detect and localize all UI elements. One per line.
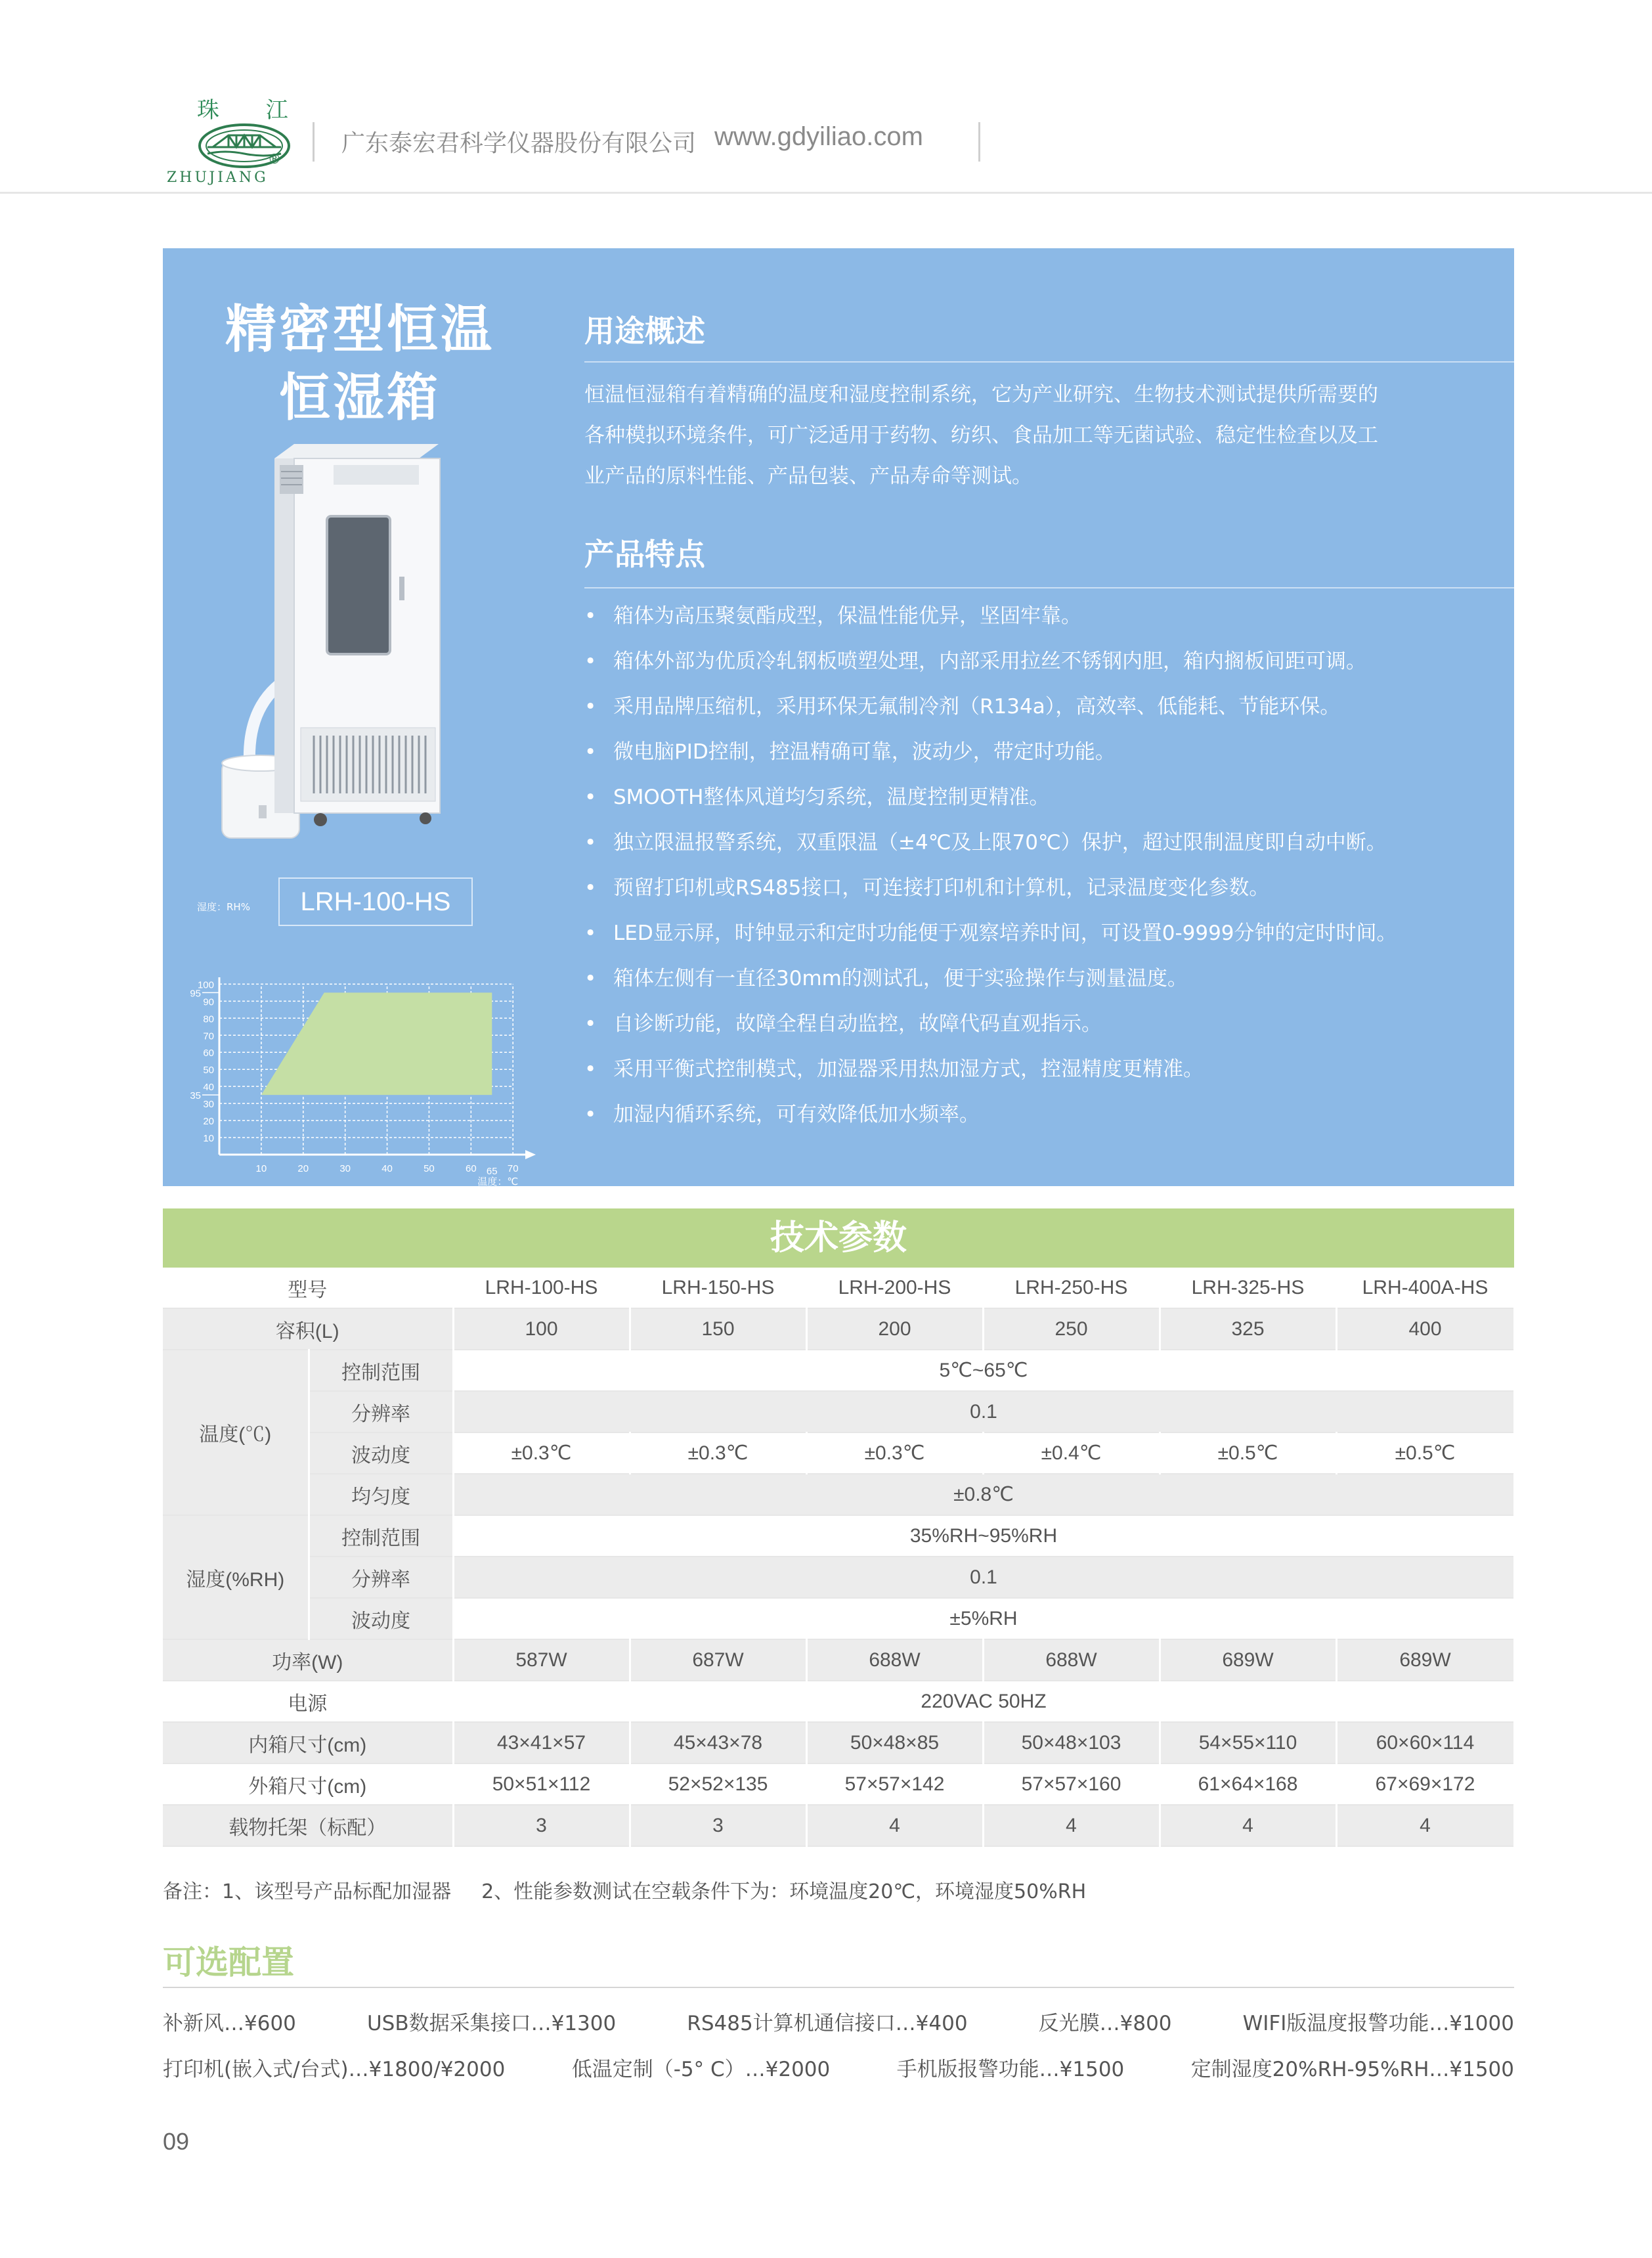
logo-english: ZHUJIANG xyxy=(167,169,269,186)
bridge-emblem-icon xyxy=(198,120,297,172)
table-cell: 400 xyxy=(1336,1308,1514,1350)
table-row xyxy=(163,1515,1514,1557)
table-row xyxy=(163,1432,1514,1474)
option-item: 低温定制（-5° C）…¥2000 xyxy=(571,2058,831,2081)
table-row xyxy=(163,1474,1514,1515)
table-cell: 150 xyxy=(630,1308,806,1350)
feature-item xyxy=(584,911,1397,956)
row-label: 波动度 xyxy=(309,1432,453,1474)
option-item: 打印机(嵌入式/台式)…¥1800/¥2000 xyxy=(163,2058,506,2081)
bullet: • xyxy=(584,650,597,673)
options-rule xyxy=(163,1987,1514,1988)
feature-text: 自诊断功能，故障全程自动监控，故障代码直观指示。 xyxy=(613,1012,1102,1036)
option-item: 定制湿度20%RH-95%RH…¥1500 xyxy=(1190,2058,1514,2081)
note-2: 2、性能参数测试在空载条件下为：环境温度20℃，环境湿度50%RH xyxy=(481,1880,1087,1903)
table-cell: 50×51×112 xyxy=(453,1763,630,1805)
table-cell: 689W xyxy=(1336,1639,1514,1681)
bullet: • xyxy=(584,695,597,719)
y-tick-label: 100 xyxy=(197,979,214,991)
group-label-temperature: 温度(℃) xyxy=(163,1350,309,1515)
table-row xyxy=(163,1391,1514,1432)
bullet: • xyxy=(584,1057,597,1081)
feature-item xyxy=(584,594,1397,639)
row-label: 载物托架（标配） xyxy=(163,1805,453,1846)
row-label: 容积(L) xyxy=(163,1308,453,1350)
table-cell: 688W xyxy=(983,1639,1160,1681)
y-mark-label: 35 xyxy=(190,1090,201,1102)
table-row xyxy=(163,1268,1514,1308)
table-cell: 4 xyxy=(1336,1805,1514,1846)
group-label-humidity: 湿度(%RH) xyxy=(163,1515,309,1639)
table-cell: 5℃~65℃ xyxy=(453,1350,1514,1391)
x-tick-label: 50 xyxy=(424,1163,435,1174)
feature-item xyxy=(584,1047,1397,1092)
y-tick-label: 50 xyxy=(203,1065,214,1076)
control-panel xyxy=(334,465,419,485)
table-cell: 52×52×135 xyxy=(630,1763,806,1805)
spec-section xyxy=(163,1208,1514,1847)
y-tick-label: 20 xyxy=(203,1116,214,1128)
table-cell: 67×69×172 xyxy=(1336,1763,1514,1805)
product-title-line2: 恒湿箱 xyxy=(278,368,441,428)
row-label: 功率(W) xyxy=(163,1639,453,1681)
x-tick-label: 40 xyxy=(381,1163,393,1174)
table-row xyxy=(163,1681,1514,1722)
bullet: • xyxy=(584,967,597,990)
row-label: 内箱尺寸(cm) xyxy=(163,1722,453,1763)
x-tick-label: 20 xyxy=(297,1163,309,1174)
row-label: 外箱尺寸(cm) xyxy=(163,1763,453,1805)
table-cell: 61×64×168 xyxy=(1160,1763,1336,1805)
table-cell: 57×57×160 xyxy=(983,1763,1160,1805)
row-label: 分辨率 xyxy=(309,1391,453,1432)
table-cell: ±0.3℃ xyxy=(630,1432,806,1474)
y-tick-label: 60 xyxy=(203,1048,214,1059)
table-cell: 587W xyxy=(453,1639,630,1681)
table-cell: 220VAC 50HZ xyxy=(453,1681,1514,1722)
table-cell: LRH-150-HS xyxy=(630,1268,806,1308)
table-cell: LRH-325-HS xyxy=(1160,1268,1336,1308)
bullet: • xyxy=(584,876,597,900)
y-tick-label: 90 xyxy=(203,996,214,1008)
option-item: 补新风…¥600 xyxy=(163,2012,296,2035)
row-label: 控制范围 xyxy=(309,1350,453,1391)
table-row xyxy=(163,1722,1514,1763)
bullet: • xyxy=(584,831,597,854)
logo-chinese: 珠 江 xyxy=(197,97,308,123)
row-label: 型号 xyxy=(163,1268,453,1308)
option-item: USB数据采集接口…¥1300 xyxy=(366,2012,617,2035)
spec-table xyxy=(163,1268,1515,1847)
bullet: • xyxy=(584,604,597,628)
x-mark-label: 65 xyxy=(486,1166,498,1177)
table-row xyxy=(163,1350,1514,1391)
usage-rule xyxy=(584,361,1602,363)
options-title: 可选配置 xyxy=(163,1943,294,1981)
company-url[interactable]: www.gdyiliao.com xyxy=(714,122,923,151)
feature-text: LED显示屏，时钟显示和定时功能便于观察培养时间，可设置0-9999分钟的定时时间。 xyxy=(613,921,1397,945)
feature-item xyxy=(584,684,1397,730)
options-row xyxy=(163,2052,1514,2082)
table-cell: 687W xyxy=(630,1639,806,1681)
y-mark-label: 95 xyxy=(190,988,201,1000)
header-divider xyxy=(313,122,315,162)
bullet: • xyxy=(584,1012,597,1036)
table-cell: 250 xyxy=(983,1308,1160,1350)
feature-item xyxy=(584,639,1397,684)
feature-text: 独立限温报警系统，双重限温（±4℃及上限70℃）保护，超过限制温度即自动中断。 xyxy=(613,831,1387,854)
table-cell: 200 xyxy=(806,1308,983,1350)
row-label: 电源 xyxy=(163,1681,453,1722)
table-cell: 57×57×142 xyxy=(806,1763,983,1805)
table-cell: 35%RH~95%RH xyxy=(453,1515,1514,1557)
table-cell: 4 xyxy=(1160,1805,1336,1846)
table-cell: 0.1 xyxy=(453,1557,1514,1598)
option-item: RS485计算机通信接口…¥400 xyxy=(687,2012,968,2035)
table-cell: 325 xyxy=(1160,1308,1336,1350)
spec-note xyxy=(163,1875,1116,1904)
table-cell: 45×43×78 xyxy=(630,1722,806,1763)
table-row xyxy=(163,1598,1514,1639)
feature-text: SMOOTH整体风道均匀系统，温度控制更精准。 xyxy=(613,786,1050,809)
feature-text: 预留打印机或RS485接口，可连接打印机和计算机，记录温度变化参数。 xyxy=(613,876,1270,900)
feature-text: 微电脑PID控制，控温精确可靠，波动少，带定时功能。 xyxy=(613,740,1116,764)
zhujiang-logo xyxy=(158,92,309,190)
spec-title: 技术参数 xyxy=(163,1208,1514,1268)
table-cell: 3 xyxy=(453,1805,630,1846)
header-divider xyxy=(978,122,980,162)
table-row xyxy=(163,1557,1514,1598)
table-row xyxy=(163,1639,1514,1681)
option-item: 反光膜…¥800 xyxy=(1038,2012,1172,2035)
y-tick-label: 10 xyxy=(203,1133,214,1145)
note-1: 备注：1、该型号产品标配加湿器 xyxy=(163,1880,452,1903)
feature-item xyxy=(584,1002,1397,1047)
feature-item xyxy=(584,730,1397,775)
row-label: 波动度 xyxy=(309,1598,453,1639)
row-label: 控制范围 xyxy=(309,1515,453,1557)
table-cell: ±0.3℃ xyxy=(806,1432,983,1474)
y-tick-label: 30 xyxy=(203,1099,214,1111)
feature-item xyxy=(584,775,1397,820)
cabinet-window xyxy=(327,516,390,654)
y-tick-label: 70 xyxy=(203,1030,214,1042)
feature-text: 采用品牌压缩机，采用环保无氟制冷剂（R134a），高效率、低能耗、节能环保。 xyxy=(613,695,1341,719)
bullet: • xyxy=(584,921,597,945)
table-row xyxy=(163,1763,1514,1805)
features-title: 产品特点 xyxy=(584,537,705,572)
header-rule xyxy=(0,192,1652,194)
table-cell: LRH-250-HS xyxy=(983,1268,1160,1308)
registered-mark: ® xyxy=(268,151,281,167)
table-cell: 689W xyxy=(1160,1639,1336,1681)
x-tick-label: 30 xyxy=(339,1163,351,1174)
table-cell: ±0.5℃ xyxy=(1160,1432,1336,1474)
table-cell: ±0.4℃ xyxy=(983,1432,1160,1474)
bullet: • xyxy=(584,1103,597,1126)
usage-line: 业产品的原料性能、产品包装、产品寿命等测试。 xyxy=(584,464,1032,488)
feature-item xyxy=(584,820,1397,866)
table-cell: 43×41×57 xyxy=(453,1722,630,1763)
x-tick-label: 10 xyxy=(255,1163,267,1174)
model-label: LRH-100-HS xyxy=(278,877,473,926)
table-cell: 3 xyxy=(630,1805,806,1846)
page-header xyxy=(0,0,1652,197)
temperature-humidity-range-chart xyxy=(163,898,557,1186)
feature-item xyxy=(584,866,1397,911)
feature-text: 箱体外部为优质冷轧钢板喷塑处理，内部采用拉丝不锈钢内胆，箱内搁板间距可调。 xyxy=(613,650,1366,673)
feature-item xyxy=(584,956,1397,1002)
usage-title: 用途概述 xyxy=(584,313,705,349)
product-title xyxy=(215,296,504,432)
feature-text: 采用平衡式控制模式，加湿器采用热加湿方式，控湿精度更精准。 xyxy=(613,1057,1204,1081)
y-tick-label: 40 xyxy=(203,1082,214,1094)
x-tick-label: 60 xyxy=(465,1163,477,1174)
company-name: 广东泰宏君科学仪器股份有限公司 xyxy=(341,130,697,157)
table-cell: ±0.3℃ xyxy=(453,1432,630,1474)
feature-list xyxy=(584,594,1397,1138)
product-panel xyxy=(163,248,1514,1186)
table-cell: 4 xyxy=(983,1805,1160,1846)
table-cell: ±5%RH xyxy=(453,1598,1514,1639)
feature-text: 加湿内循环系统，可有效降低加水频率。 xyxy=(613,1103,980,1126)
operating-range-area xyxy=(261,992,492,1095)
x-tick-label: 70 xyxy=(507,1163,519,1174)
table-cell: 50×48×85 xyxy=(806,1722,983,1763)
features-rule xyxy=(584,587,1602,588)
table-cell: 688W xyxy=(806,1639,983,1681)
feature-text: 箱体左侧有一直径30mm的测试孔，便于实验操作与测量温度。 xyxy=(613,967,1188,990)
option-item: WIFI版温度报警功能…¥1000 xyxy=(1242,2012,1514,2035)
row-label: 分辨率 xyxy=(309,1557,453,1598)
usage-text xyxy=(584,374,1484,497)
product-image xyxy=(202,439,544,846)
usage-line: 各种模拟环境条件，可广泛适用于药物、纺织、食品加工等无菌试验、稳定性检查以及工 xyxy=(584,424,1378,447)
table-cell: 100 xyxy=(453,1308,630,1350)
table-cell: 0.1 xyxy=(453,1391,1514,1432)
table-row xyxy=(163,1805,1514,1846)
table-cell: 50×48×103 xyxy=(983,1722,1160,1763)
options-row xyxy=(163,2006,1514,2036)
page-number: 09 xyxy=(163,2128,190,2155)
feature-item xyxy=(584,1092,1397,1138)
feature-text: 箱体为高压聚氨酯成型，保温性能优异，坚固牢靠。 xyxy=(613,604,1081,628)
usage-line: 恒温恒湿箱有着精确的温度和湿度控制系统，它为产业研究、生物技术测试提供所需要的 xyxy=(584,383,1378,407)
x-axis-title: 温度：℃ xyxy=(477,1176,519,1186)
bullet: • xyxy=(584,740,597,764)
table-cell: LRH-400A-HS xyxy=(1336,1268,1514,1308)
x-axis-arrow-icon xyxy=(525,1150,536,1159)
table-cell: LRH-200-HS xyxy=(806,1268,983,1308)
option-item: 手机版报警功能…¥1500 xyxy=(896,2058,1125,2081)
row-label: 均匀度 xyxy=(309,1474,453,1515)
table-cell: ±0.5℃ xyxy=(1336,1432,1514,1474)
y-axis-title: 湿度：RH% xyxy=(197,901,250,913)
bullet: • xyxy=(584,786,597,809)
table-row xyxy=(163,1308,1514,1350)
table-cell: ±0.8℃ xyxy=(453,1474,1514,1515)
table-cell: LRH-100-HS xyxy=(453,1268,630,1308)
table-cell: 4 xyxy=(806,1805,983,1846)
table-cell: 60×60×114 xyxy=(1336,1722,1514,1763)
y-tick-label: 80 xyxy=(203,1013,214,1025)
table-cell: 54×55×110 xyxy=(1160,1722,1336,1763)
product-title-line1: 精密型恒温 xyxy=(225,300,494,359)
